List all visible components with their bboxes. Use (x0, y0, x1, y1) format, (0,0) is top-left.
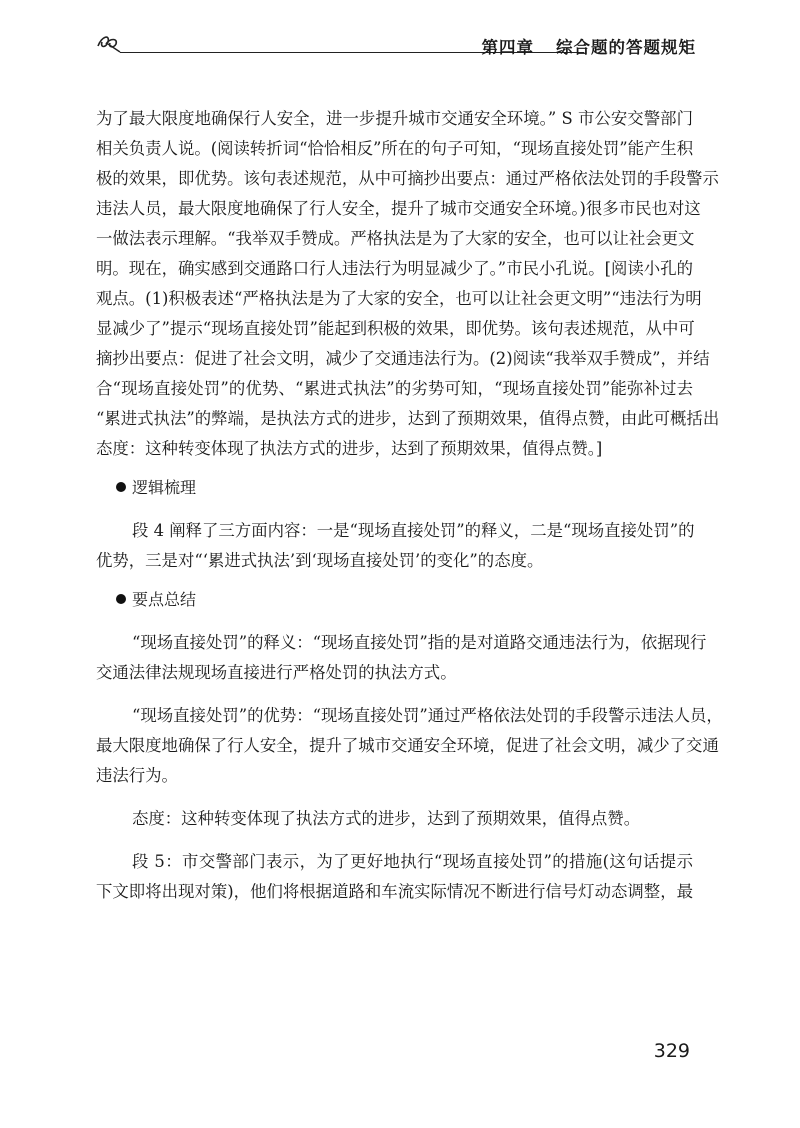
chapter-title: 综合题的答题规矩 (556, 38, 696, 57)
text-line: “累进式执法”的弊端，是执法方式的进步，达到了预期效果，值得点赞，由此可概括出 (96, 409, 720, 428)
text-line: 一做法表示理解。“我举双手赞成。严格执法是为了大家的安全，也可以让社会更文 (96, 229, 695, 248)
section-heading-text: 逻辑梳理 (132, 478, 197, 497)
text-line: 极的效果，即优势。该句表述规范，从中可摘抄出要点：通过严格依法处罚的手段警示 (96, 169, 719, 188)
text-line: 态度：这种转变体现了执法方式的进步，达到了预期效果，值得点赞。 (132, 809, 641, 828)
paragraph-logic (96, 516, 693, 576)
text-line: 最大限度地确保了行人安全，提升了城市交通安全环境，促进了社会文明，减少了交通 (96, 736, 719, 755)
text-line: 合“现场直接处罚”的优势、“累进式执法”的劣势可知，“现场直接处罚”能弥补过去 (96, 379, 693, 398)
section-heading-text: 要点总结 (132, 590, 197, 609)
text-line: 观点。(1)积极表述“严格执法是为了大家的安全，也可以让社会更文明”“违法行为明 (96, 289, 702, 308)
paragraph-1 (96, 104, 720, 464)
paragraph-attitude (96, 804, 693, 834)
text-line: 态度：这种转变体现了执法方式的进步，达到了预期效果，值得点赞。] (96, 439, 603, 458)
text-line: 违法人员，最大限度地确保了行人安全，提升了城市交通安全环境。)很多市民也对这 (96, 199, 701, 218)
text-line: “现场直接处罚”的优势：“现场直接处罚”通过严格依法处罚的手段警示违法人员， (132, 706, 723, 725)
section-heading-summary (96, 585, 693, 615)
bullet-icon (116, 594, 126, 604)
text-line: 明。现在，确实感到交通路口行人违法行为明显减少了。”市民小孔说。[阅读小孔的 (96, 259, 693, 278)
paragraph-advantage (96, 701, 723, 791)
text-line: 段 5：市交警部门表示，为了更好地执行“现场直接处罚”的措施(这句话提示 (132, 852, 693, 871)
text-line: 优势，三是对“‘累进式执法’到‘现场直接处罚’的变化”的态度。 (96, 551, 544, 570)
leaf-icon (96, 32, 122, 54)
bullet-icon (116, 482, 126, 492)
text-line: 为了最大限度地确保行人安全，进一步提升城市交通安全环境。” S 市公安交警部门 (96, 109, 693, 128)
page-header (96, 28, 696, 68)
text-line: 显减少了”提示“现场直接处罚”能起到积极的效果，即优势。该句表述规范，从中可 (96, 319, 695, 338)
section-heading-logic (96, 473, 693, 503)
page-number: 329 (653, 1040, 690, 1062)
header-title (482, 34, 697, 58)
text-line: 段 4 阐释了三方面内容：一是“现场直接处罚”的释义，二是“现场直接处罚”的 (132, 521, 695, 540)
chapter-label: 第四章 (481, 38, 534, 57)
text-line: 违法行为。 (96, 766, 178, 785)
text-line: “现场直接处罚”的释义：“现场直接处罚”指的是对道路交通违法行为，依据现行 (132, 633, 707, 652)
text-line: 下文即将出现对策)，他们将根据道路和车流实际情况不断进行信号灯动态调整，最 (96, 882, 693, 901)
text-line: 摘抄出要点：促进了社会文明，减少了交通违法行为。(2)阅读“我举双手赞成”，并结 (96, 349, 710, 368)
text-line: 交通法律法规现场直接进行严格处罚的执法方式。 (96, 663, 457, 682)
text-line: 相关负责人说。(阅读转折词“恰恰相反”所在的句子可知，“现场直接处罚”能产生积 (96, 139, 694, 158)
paragraph-5 (96, 847, 693, 907)
paragraph-definition (96, 628, 707, 688)
page-body (96, 104, 723, 907)
